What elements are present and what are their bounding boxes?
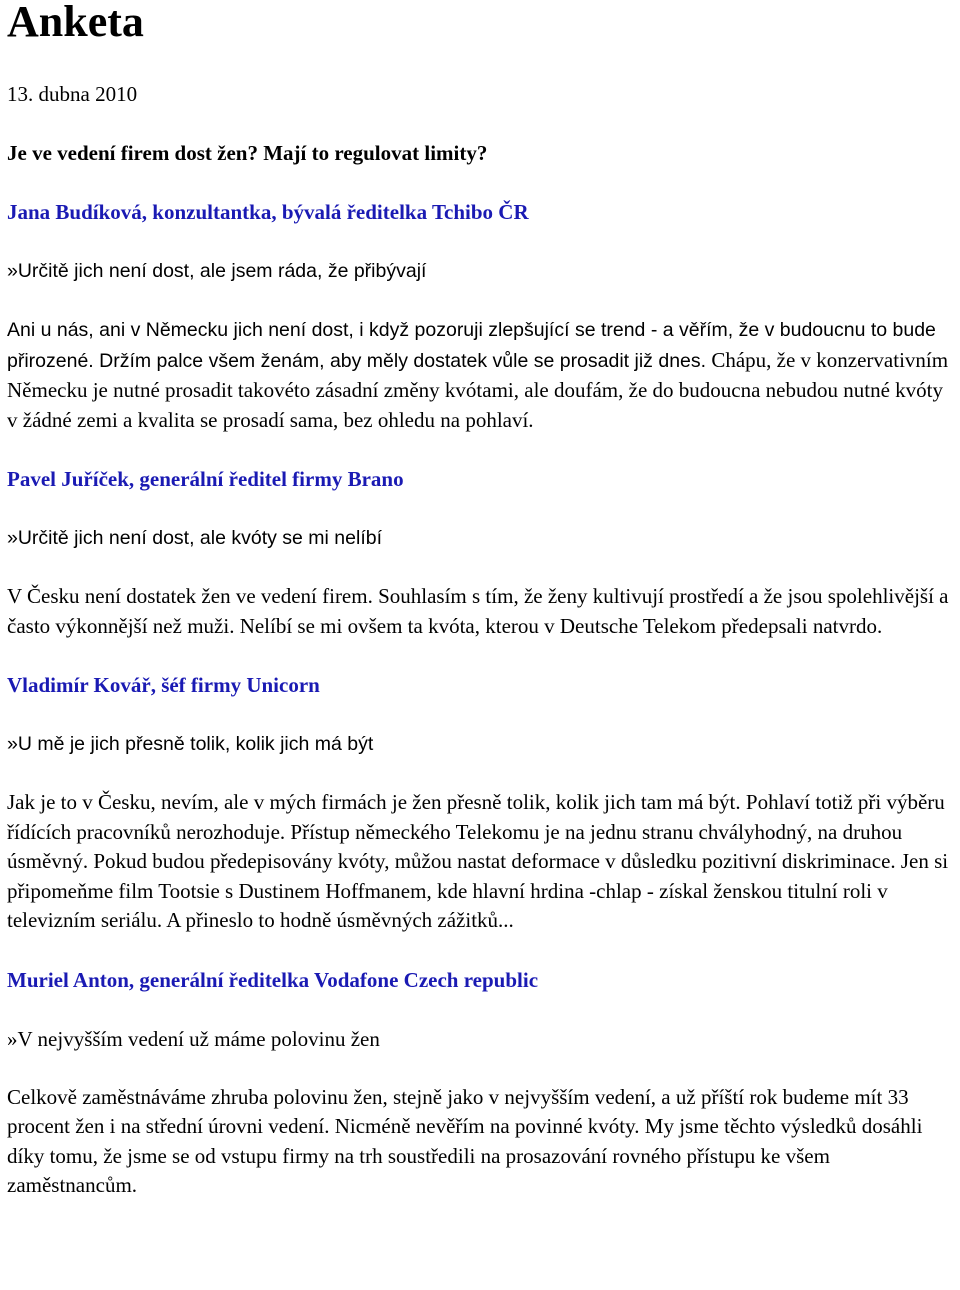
respondent-name: Pavel Juříček, generální ředitel firmy Brano bbox=[7, 467, 404, 491]
answer-part: Chápu, že v konzervativním Německu je nutné prosadit takovéto zásadní změny kvótami, ale doufám, že do budoucna nebudou nutné kvóty v žádné zemi a kvalita se prosadí sama, bez ohledu na pohlaví. bbox=[7, 347, 949, 432]
answer-part: Ani u nás, ani v Německu jich není dost, i když pozoruji zlepšující se trend - a věřím, že v budoucnu to bude přirozené. Držím palce všem ženám, aby měly dostatek vůle se prosadit již dnes. bbox=[7, 319, 936, 372]
article-title: Anketa bbox=[7, 0, 144, 46]
respondent-name: Muriel Anton, generální ředitelka Vodafone Czech republic bbox=[7, 967, 539, 992]
survey-question: Je ve vedení firem dost žen? Mají to regulovat limity? bbox=[7, 141, 488, 165]
respondent-answer: Celkově zaměstnáváme zhruba polovinu žen, stejně jako v nejvyšším vedení, a už příští rok budeme mít 33 procent žen i na střední úrovni vedení. Nicméně nevěřím na povinné kvóty. My jsme těchto výsledků dosáhli díky tomu, že jsme se od vstupu firmy na trh soustředili na prosazování rovného přístupu ke všem zaměstnancům. bbox=[7, 1084, 923, 1197]
respondent-name: Vladimír Kovář, šéf firmy Unicorn bbox=[7, 673, 320, 697]
article-date: 13. dubna 2010 bbox=[7, 82, 138, 106]
respondent-headline: »V nejvyšším vedení už máme polovinu žen bbox=[7, 1026, 380, 1051]
survey-entry bbox=[7, 670, 953, 936]
respondent-answer: V Česku není dostatek žen ve vedení firem. Souhlasím s tím, že ženy kultivují prostředí a že jsou spolehlivější a často výkonnější než muži. Nelíbí se mi ovšem ta kvóta, kterou v Deutsche Telekom předepsali natvrdo. bbox=[7, 584, 949, 638]
respondent-headline: »Určitě jich není dost, ale jsem ráda, že přibývají bbox=[7, 260, 427, 282]
respondent-headline: »U mě je jich přesně tolik, kolik jich má být bbox=[7, 733, 374, 755]
survey-entry bbox=[7, 197, 953, 435]
respondent-answer: Jak je to v Česku, nevím, ale v mých firmách je žen přesně tolik, kolik jich tam má být. Pohlaví totiž při výběru řídících pracovníků nerozhoduje. Přístup německého Telekomu je na jednu stranu chvályhodný, na druhou úsměvný. Pokud budou předepisovány kvóty, můžou nastat deformace v důsledku pozitivní diskriminace. Jen si připomeňme film Tootsie s Dustinem Hoffmanem, kde hlavní hrdina -chlap - získal ženskou titulní roli v televizním seriálu. A přineslo to hodně úsměvných zážitků... bbox=[7, 790, 949, 932]
respondent-name: Jana Budíková, konzultantka, bývalá ředitelka Tchibo ČR bbox=[7, 200, 529, 224]
survey-entry bbox=[7, 464, 953, 641]
respondent-headline: »Určitě jich není dost, ale kvóty se mi nelíbí bbox=[7, 527, 383, 549]
respondent-answer bbox=[7, 315, 953, 435]
survey-entry bbox=[7, 965, 953, 1201]
